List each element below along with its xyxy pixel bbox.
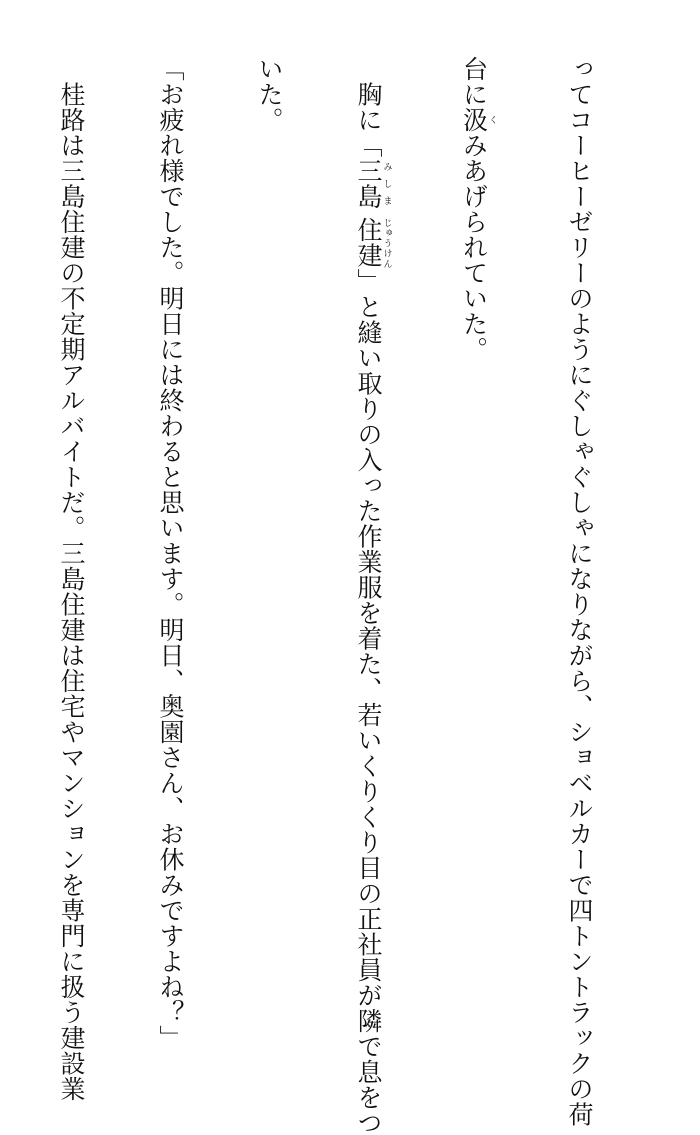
ruby-kumi: 汲く — [459, 107, 497, 133]
ruby-juuken: 住建じゅうけん — [354, 217, 392, 269]
text-line-1: ってコーヒーゼリーのようにぐしゃぐしゃになりながら、ショベルカーで四トントラックの荷 — [565, 56, 594, 1127]
text-line-6: 桂路は三島住建の不定期アルバイトだ。三島住建は住宅やマンションを専門に扱う建設業 — [57, 56, 86, 1102]
vertical-text-body — [0, 56, 662, 1135]
text-line-4: いた。 — [255, 56, 284, 133]
text-line-2: 台に汲くみあげられていた。 — [459, 56, 497, 362]
text-line-5: 「お疲れ様でした。明日には終わると思います。明日、奥園さん、お休みですよね？」 — [156, 56, 185, 1051]
ruby-mishima: 三島みしま — [354, 158, 392, 209]
text-line-3: 胸に「三島みしま 住建じゅうけん」と縫い取りの入った作業服を着た、若いくりくり目の正社員が隣で息をつ — [354, 56, 392, 1135]
